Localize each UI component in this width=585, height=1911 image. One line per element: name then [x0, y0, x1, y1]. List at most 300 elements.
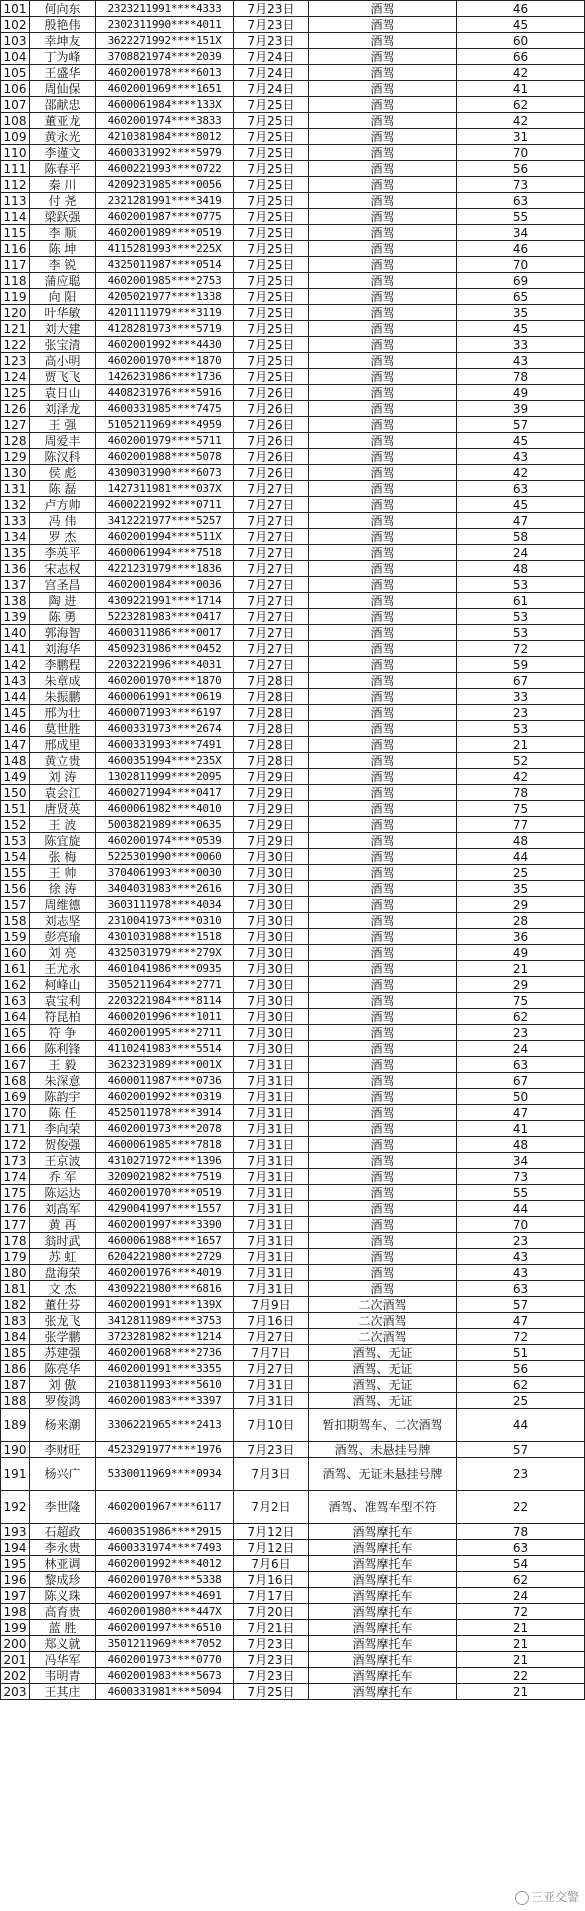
id-number-cell: 4600311986****0017 [96, 625, 234, 641]
name-cell: 黎成珍 [30, 1572, 96, 1588]
offense-cell: 酒驾摩托车 [309, 1652, 457, 1668]
name-cell: 袁日山 [30, 385, 96, 401]
name-cell: 邵献忠 [30, 97, 96, 113]
value-cell: 78 [457, 369, 585, 385]
offense-cell: 酒驾 [309, 273, 457, 289]
table-row [1, 1057, 585, 1073]
value-cell: 47 [457, 1313, 585, 1329]
name-cell: 刘志坚 [30, 913, 96, 929]
value-cell: 44 [457, 1409, 585, 1442]
table-row [1, 161, 585, 177]
row-number: 134 [1, 529, 30, 545]
table-row [1, 1, 585, 17]
offense-cell: 酒驾、无证 [309, 1393, 457, 1409]
table-row [1, 929, 585, 945]
id-number-cell: 4602001995****2711 [96, 1025, 234, 1041]
value-cell: 62 [457, 97, 585, 113]
table-row [1, 337, 585, 353]
table-row [1, 1121, 585, 1137]
name-cell: 朱章成 [30, 673, 96, 689]
date-cell: 7月27日 [234, 625, 309, 641]
value-cell: 45 [457, 321, 585, 337]
row-number: 120 [1, 305, 30, 321]
row-number: 175 [1, 1185, 30, 1201]
id-number-cell: 4525011978****3914 [96, 1105, 234, 1121]
table-row [1, 513, 585, 529]
table-row [1, 1089, 585, 1105]
table-row [1, 49, 585, 65]
table-row [1, 1185, 585, 1201]
date-cell: 7月23日 [234, 1, 309, 17]
name-cell: 陈 坤 [30, 241, 96, 257]
row-number: 167 [1, 1057, 30, 1073]
offense-cell: 酒驾摩托车 [309, 1668, 457, 1684]
id-number-cell: 4325011987****0514 [96, 257, 234, 273]
table-row [1, 1668, 585, 1684]
name-cell: 贾飞飞 [30, 369, 96, 385]
value-cell: 23 [457, 1025, 585, 1041]
value-cell: 42 [457, 465, 585, 481]
value-cell: 25 [457, 865, 585, 881]
id-number-cell: 4602001968****2736 [96, 1345, 234, 1361]
id-number-cell: 4600201996****1011 [96, 1009, 234, 1025]
id-number-cell: 4600061991****0619 [96, 689, 234, 705]
date-cell: 7月26日 [234, 385, 309, 401]
table-row [1, 129, 585, 145]
name-cell: 陈 任 [30, 1105, 96, 1121]
name-cell: 陈义珠 [30, 1588, 96, 1604]
date-cell: 7月23日 [234, 33, 309, 49]
id-number-cell: 3622271992****151X [96, 33, 234, 49]
row-number: 123 [1, 353, 30, 369]
date-cell: 7月31日 [234, 1281, 309, 1297]
offense-cell: 酒驾 [309, 1089, 457, 1105]
name-cell: 陈韵宇 [30, 1089, 96, 1105]
id-number-cell: 3723281982****1214 [96, 1329, 234, 1345]
id-number-cell: 4600331993****7491 [96, 737, 234, 753]
table-row [1, 1620, 585, 1636]
value-cell: 53 [457, 625, 585, 641]
name-cell: 高小明 [30, 353, 96, 369]
row-number: 118 [1, 273, 30, 289]
value-cell: 42 [457, 769, 585, 785]
date-cell: 7月12日 [234, 1524, 309, 1540]
value-cell: 21 [457, 1652, 585, 1668]
offense-cell: 酒驾、无证未悬挂号牌 [309, 1458, 457, 1491]
name-cell: 袁宝利 [30, 993, 96, 1009]
date-cell: 7月25日 [234, 241, 309, 257]
id-number-cell: 4221231979****1836 [96, 561, 234, 577]
name-cell: 张龙飞 [30, 1313, 96, 1329]
id-number-cell: 4600221993****0722 [96, 161, 234, 177]
date-cell: 7月31日 [234, 1185, 309, 1201]
table-row [1, 977, 585, 993]
name-cell: 李 锐 [30, 257, 96, 273]
table-row [1, 193, 585, 209]
row-number: 110 [1, 145, 30, 161]
date-cell: 7月25日 [234, 257, 309, 273]
table-row [1, 1345, 585, 1361]
offense-cell: 酒驾 [309, 721, 457, 737]
row-number: 127 [1, 417, 30, 433]
offense-cell: 酒驾 [309, 785, 457, 801]
name-cell: 苏建强 [30, 1345, 96, 1361]
offense-cell: 酒驾 [309, 689, 457, 705]
name-cell: 朱振鹏 [30, 689, 96, 705]
table-row [1, 145, 585, 161]
name-cell: 王盛华 [30, 65, 96, 81]
table-row [1, 321, 585, 337]
value-cell: 43 [457, 449, 585, 465]
id-number-cell: 4602001985****2753 [96, 273, 234, 289]
table-row [1, 97, 585, 113]
name-cell: 刘大建 [30, 321, 96, 337]
row-number: 143 [1, 673, 30, 689]
row-number: 144 [1, 689, 30, 705]
id-number-cell: 4309031990****6073 [96, 465, 234, 481]
name-cell: 陈汉科 [30, 449, 96, 465]
table-row [1, 865, 585, 881]
table-row [1, 993, 585, 1009]
table-body [1, 1, 585, 1700]
row-number: 116 [1, 241, 30, 257]
name-cell: 向 阳 [30, 289, 96, 305]
date-cell: 7月25日 [234, 369, 309, 385]
date-cell: 7月27日 [234, 481, 309, 497]
offense-cell: 酒驾 [309, 625, 457, 641]
value-cell: 45 [457, 433, 585, 449]
row-number: 182 [1, 1297, 30, 1313]
offense-cell: 酒驾、无证 [309, 1345, 457, 1361]
value-cell: 44 [457, 1201, 585, 1217]
row-number: 185 [1, 1345, 30, 1361]
date-cell: 7月10日 [234, 1409, 309, 1442]
table-row [1, 657, 585, 673]
row-number: 133 [1, 513, 30, 529]
id-number-cell: 4602001970****0519 [96, 1185, 234, 1201]
offense-cell: 酒驾摩托车 [309, 1684, 457, 1700]
offense-cell: 酒驾 [309, 1073, 457, 1089]
id-number-cell: 4602001970****1870 [96, 353, 234, 369]
date-cell: 7月26日 [234, 465, 309, 481]
id-number-cell: 4115281993****225X [96, 241, 234, 257]
table-row [1, 737, 585, 753]
name-cell: 符 争 [30, 1025, 96, 1041]
watermark-text: 三亚交警 [530, 1890, 579, 1904]
id-number-cell: 4110241983****5514 [96, 1041, 234, 1057]
date-cell: 7月31日 [234, 1233, 309, 1249]
table-row [1, 529, 585, 545]
value-cell: 28 [457, 913, 585, 929]
offense-cell: 酒驾 [309, 577, 457, 593]
value-cell: 41 [457, 1121, 585, 1137]
row-number: 179 [1, 1249, 30, 1265]
offense-cell: 酒驾 [309, 529, 457, 545]
name-cell: 陈春平 [30, 161, 96, 177]
name-cell: 符昆柏 [30, 1009, 96, 1025]
id-number-cell: 4602001969****1651 [96, 81, 234, 97]
row-number: 107 [1, 97, 30, 113]
id-number-cell: 4602001976****4019 [96, 1265, 234, 1281]
name-cell: 石超政 [30, 1524, 96, 1540]
date-cell: 7月27日 [234, 593, 309, 609]
row-number: 136 [1, 561, 30, 577]
table-row [1, 401, 585, 417]
table-row [1, 273, 585, 289]
id-number-cell: 4602001970****5338 [96, 1572, 234, 1588]
date-cell: 7月24日 [234, 49, 309, 65]
row-number: 158 [1, 913, 30, 929]
offense-cell: 酒驾 [309, 17, 457, 33]
table-row [1, 81, 585, 97]
value-cell: 53 [457, 609, 585, 625]
value-cell: 21 [457, 1620, 585, 1636]
date-cell: 7月27日 [234, 545, 309, 561]
table-row [1, 465, 585, 481]
offense-cell: 酒驾摩托车 [309, 1572, 457, 1588]
date-cell: 7月29日 [234, 769, 309, 785]
name-cell: 侯 彪 [30, 465, 96, 481]
table-row [1, 1281, 585, 1297]
row-number: 160 [1, 945, 30, 961]
offense-cell: 酒驾 [309, 161, 457, 177]
row-number: 132 [1, 497, 30, 513]
id-number-cell: 2103811993****5610 [96, 1377, 234, 1393]
name-cell: 林亚调 [30, 1556, 96, 1572]
id-number-cell: 4600061994****7518 [96, 545, 234, 561]
table-row [1, 721, 585, 737]
id-number-cell: 2203221996****4031 [96, 657, 234, 673]
offense-cell: 酒驾 [309, 1153, 457, 1169]
table-row [1, 1556, 585, 1572]
value-cell: 60 [457, 33, 585, 49]
id-number-cell: 4523291977****1976 [96, 1442, 234, 1458]
offense-cell: 酒驾 [309, 737, 457, 753]
value-cell: 31 [457, 129, 585, 145]
value-cell: 42 [457, 113, 585, 129]
name-cell: 张宝清 [30, 337, 96, 353]
value-cell: 21 [457, 1636, 585, 1652]
table-row [1, 1588, 585, 1604]
date-cell: 7月27日 [234, 641, 309, 657]
offense-cell: 酒驾 [309, 193, 457, 209]
table-row [1, 1409, 585, 1442]
table-row [1, 449, 585, 465]
date-cell: 7月26日 [234, 449, 309, 465]
row-number: 178 [1, 1233, 30, 1249]
offense-cell: 酒驾 [309, 481, 457, 497]
name-cell: 刘泽龙 [30, 401, 96, 417]
value-cell: 59 [457, 657, 585, 673]
value-cell: 73 [457, 177, 585, 193]
value-cell: 35 [457, 305, 585, 321]
date-cell: 7月27日 [234, 497, 309, 513]
value-cell: 21 [457, 737, 585, 753]
date-cell: 7月29日 [234, 785, 309, 801]
value-cell: 72 [457, 641, 585, 657]
id-number-cell: 2302311990****4011 [96, 17, 234, 33]
offense-cell: 酒驾 [309, 1265, 457, 1281]
row-number: 115 [1, 225, 30, 241]
date-cell: 7月23日 [234, 1652, 309, 1668]
table-row [1, 641, 585, 657]
id-number-cell: 4128281973****5719 [96, 321, 234, 337]
table-row [1, 945, 585, 961]
row-number: 141 [1, 641, 30, 657]
date-cell: 7月28日 [234, 705, 309, 721]
date-cell: 7月25日 [234, 225, 309, 241]
table-row [1, 113, 585, 129]
table-row [1, 1025, 585, 1041]
value-cell: 22 [457, 1668, 585, 1684]
id-number-cell: 3412221977****5257 [96, 513, 234, 529]
date-cell: 7月2日 [234, 1491, 309, 1524]
id-number-cell: 5003821989****0635 [96, 817, 234, 833]
table-row [1, 225, 585, 241]
id-number-cell: 2203221984****8114 [96, 993, 234, 1009]
offense-cell: 酒驾 [309, 609, 457, 625]
value-cell: 63 [457, 1057, 585, 1073]
row-number: 189 [1, 1409, 30, 1442]
offense-cell: 酒驾 [309, 65, 457, 81]
offense-cell: 酒驾 [309, 1057, 457, 1073]
date-cell: 7月27日 [234, 1329, 309, 1345]
row-number: 200 [1, 1636, 30, 1652]
value-cell: 22 [457, 1491, 585, 1524]
row-number: 114 [1, 209, 30, 225]
value-cell: 43 [457, 353, 585, 369]
date-cell: 7月31日 [234, 1121, 309, 1137]
table-row [1, 769, 585, 785]
table-row [1, 481, 585, 497]
id-number-cell: 3306221965****2413 [96, 1409, 234, 1442]
name-cell: 幸坤友 [30, 33, 96, 49]
value-cell: 63 [457, 1281, 585, 1297]
id-number-cell: 1302811999****2095 [96, 769, 234, 785]
name-cell: 张 梅 [30, 849, 96, 865]
table-row [1, 497, 585, 513]
row-number: 101 [1, 1, 30, 17]
date-cell: 7月28日 [234, 673, 309, 689]
date-cell: 7月25日 [234, 193, 309, 209]
id-number-cell: 3412811989****3753 [96, 1313, 234, 1329]
id-number-cell: 4602001973****0770 [96, 1652, 234, 1668]
row-number: 125 [1, 385, 30, 401]
table-row [1, 1393, 585, 1409]
row-number: 194 [1, 1540, 30, 1556]
offense-cell: 酒驾 [309, 657, 457, 673]
name-cell: 盘海荣 [30, 1265, 96, 1281]
table-row [1, 801, 585, 817]
table-row [1, 1491, 585, 1524]
value-cell: 46 [457, 241, 585, 257]
id-number-cell: 4602001983****5673 [96, 1668, 234, 1684]
id-number-cell: 4601041986****0935 [96, 961, 234, 977]
value-cell: 70 [457, 257, 585, 273]
offense-cell: 酒驾、无证 [309, 1377, 457, 1393]
id-number-cell: 5223281983****0417 [96, 609, 234, 625]
id-number-cell: 2321281991****3419 [96, 193, 234, 209]
offense-cell: 酒驾、未悬挂号牌 [309, 1442, 457, 1458]
row-number: 113 [1, 193, 30, 209]
id-number-cell: 4602001997****3390 [96, 1217, 234, 1233]
date-cell: 7月30日 [234, 977, 309, 993]
name-cell: 莫世胜 [30, 721, 96, 737]
name-cell: 刘海华 [30, 641, 96, 657]
row-number: 186 [1, 1361, 30, 1377]
id-number-cell: 4602001974****3833 [96, 113, 234, 129]
offense-cell: 酒驾 [309, 1105, 457, 1121]
name-cell: 殷艳伟 [30, 17, 96, 33]
offense-cell: 酒驾 [309, 1025, 457, 1041]
table-row [1, 1313, 585, 1329]
date-cell: 7月31日 [234, 1089, 309, 1105]
row-number: 195 [1, 1556, 30, 1572]
table-row [1, 897, 585, 913]
date-cell: 7月9日 [234, 1297, 309, 1313]
date-cell: 7月30日 [234, 1025, 309, 1041]
id-number-cell: 5330011969****0934 [96, 1458, 234, 1491]
name-cell: 陈利锋 [30, 1041, 96, 1057]
row-number: 108 [1, 113, 30, 129]
date-cell: 7月23日 [234, 1636, 309, 1652]
row-number: 149 [1, 769, 30, 785]
name-cell: 李鹏程 [30, 657, 96, 673]
table-row [1, 785, 585, 801]
name-cell: 徐 涛 [30, 881, 96, 897]
offense-cell: 酒驾 [309, 1185, 457, 1201]
row-number: 126 [1, 401, 30, 417]
id-number-cell: 4602001988****5078 [96, 449, 234, 465]
offense-cell: 酒驾 [309, 929, 457, 945]
offense-cell: 酒驾 [309, 145, 457, 161]
id-number-cell: 4301031988****1518 [96, 929, 234, 945]
name-cell: 彭亮瑜 [30, 929, 96, 945]
name-cell: 周维德 [30, 897, 96, 913]
table-row [1, 305, 585, 321]
id-number-cell: 4600061988****1657 [96, 1233, 234, 1249]
value-cell: 29 [457, 977, 585, 993]
id-number-cell: 4602001980****447X [96, 1604, 234, 1620]
name-cell: 张学鹏 [30, 1329, 96, 1345]
table-row [1, 817, 585, 833]
offense-cell: 酒驾 [309, 977, 457, 993]
offense-cell: 酒驾 [309, 849, 457, 865]
offense-cell: 酒驾 [309, 1249, 457, 1265]
value-cell: 35 [457, 881, 585, 897]
date-cell: 7月25日 [234, 145, 309, 161]
name-cell: 王 帅 [30, 865, 96, 881]
row-number: 162 [1, 977, 30, 993]
table-row [1, 625, 585, 641]
value-cell: 72 [457, 1604, 585, 1620]
value-cell: 44 [457, 849, 585, 865]
name-cell: 郭海智 [30, 625, 96, 641]
row-number: 170 [1, 1105, 30, 1121]
row-number: 129 [1, 449, 30, 465]
table-row [1, 577, 585, 593]
offense-cell: 酒驾 [309, 961, 457, 977]
value-cell: 63 [457, 193, 585, 209]
value-cell: 47 [457, 513, 585, 529]
value-cell: 48 [457, 1137, 585, 1153]
value-cell: 48 [457, 833, 585, 849]
row-number: 103 [1, 33, 30, 49]
name-cell: 周仙保 [30, 81, 96, 97]
date-cell: 7月31日 [234, 1073, 309, 1089]
value-cell: 51 [457, 1345, 585, 1361]
row-number: 190 [1, 1442, 30, 1458]
